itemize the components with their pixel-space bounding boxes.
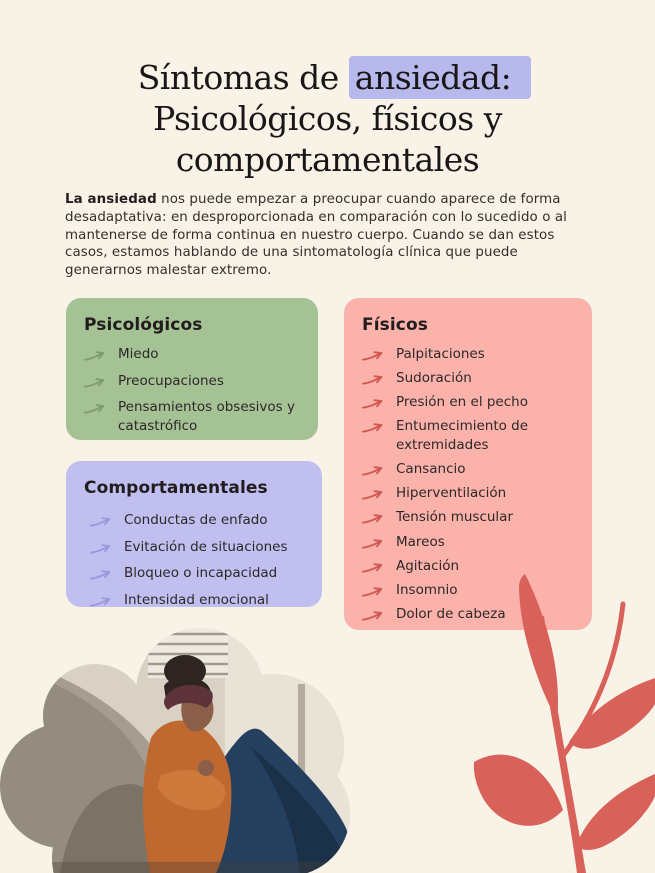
list-item-label: Palpitaciones xyxy=(396,346,485,362)
plant-leaf-left xyxy=(474,755,563,826)
card-title-physical: Físicos xyxy=(362,315,428,335)
arrow-icon xyxy=(362,397,386,410)
list-item-label: Hiperventilación xyxy=(396,485,507,502)
arrow-icon xyxy=(90,568,114,581)
list-item-label: Pensamientos obsesivos y catastrófico xyxy=(118,399,295,434)
arrow-icon xyxy=(90,542,114,555)
list-item xyxy=(360,508,576,527)
arrow-icon xyxy=(90,595,114,608)
list-item-label: Evitación de situaciones xyxy=(124,538,288,555)
arrow-icon xyxy=(90,515,114,528)
list-item-label: Bloqueo o incapacidad xyxy=(124,565,278,582)
plant-leaf-top xyxy=(519,574,558,720)
flower-masked-photo xyxy=(0,616,356,873)
list-item xyxy=(360,417,576,454)
arrow-icon xyxy=(362,464,386,477)
title-text-pre: Síntomas de xyxy=(137,58,349,97)
list-item xyxy=(360,484,576,503)
list-item-label: Mareos xyxy=(396,533,445,550)
card-title-psychological: Psicológicos xyxy=(84,315,203,335)
list-item xyxy=(88,511,306,530)
list-item xyxy=(360,533,576,552)
list-item-label: Agitación xyxy=(396,557,460,574)
behavioral-symptoms-card xyxy=(66,461,322,607)
list-item xyxy=(82,372,302,391)
arrow-icon xyxy=(362,609,386,622)
list-item xyxy=(82,345,302,364)
arrow-icon xyxy=(84,349,108,362)
psychological-list xyxy=(82,345,302,436)
arrow-icon xyxy=(362,537,386,550)
list-item-label: Preocupaciones xyxy=(118,372,224,389)
intro-bold: La ansiedad xyxy=(65,192,157,207)
psychological-symptoms-card xyxy=(66,298,318,440)
list-item-label: Insomnio xyxy=(396,581,458,598)
list-item xyxy=(360,345,576,364)
plant-leaf-right-upper xyxy=(569,678,655,749)
list-item-label: Entumecimiento de extremidades xyxy=(396,418,529,453)
arrow-icon xyxy=(362,349,386,362)
list-item-label: Conductas de enfado xyxy=(124,512,268,528)
arrow-icon xyxy=(362,488,386,501)
behavioral-list xyxy=(82,511,306,610)
list-item-label: Miedo xyxy=(118,346,159,362)
title-line2: Psicológicos, físicos y xyxy=(153,98,502,138)
title-line3: comportamentales xyxy=(175,139,480,179)
list-item xyxy=(82,398,302,435)
list-item xyxy=(360,393,576,412)
arrow-icon xyxy=(84,402,108,415)
arrow-icon xyxy=(362,585,386,598)
list-item xyxy=(88,564,306,583)
intro-paragraph xyxy=(65,191,595,280)
arrow-icon xyxy=(362,421,386,434)
person-hand xyxy=(198,760,214,776)
arrow-icon xyxy=(84,376,108,389)
title-highlight: ansiedad: xyxy=(349,56,532,99)
list-item-label: Dolor de cabeza xyxy=(396,605,506,622)
list-item xyxy=(88,591,306,610)
list-item-label: Sudoración xyxy=(396,370,472,387)
arrow-icon xyxy=(362,512,386,525)
plant-leaf-right-lower xyxy=(576,774,655,850)
arrow-icon xyxy=(362,373,386,386)
list-item xyxy=(88,538,306,557)
card-title-behavioral: Comportamentales xyxy=(84,478,268,498)
intro-text: nos puede empezar a preocupar cuando aparece de forma desadaptativa: en desproporcionada en comparación con lo sucedido o al mantenerse de forma continua en nuestro cuerpo. Cuando se dan estos casos, estamos hablando de una sintomatología clínica que puede generarnos malestar extremo. xyxy=(65,192,567,279)
list-item-label: Cansancio xyxy=(396,461,466,478)
list-item-label: Presión en el pecho xyxy=(396,394,528,411)
list-item xyxy=(360,369,576,388)
list-item xyxy=(360,460,576,479)
list-item-label: Intensidad emocional xyxy=(124,591,269,608)
photo-floor-shadow xyxy=(0,862,356,873)
arrow-icon xyxy=(362,561,386,574)
page-title xyxy=(0,58,655,181)
plant-illustration xyxy=(450,552,655,873)
list-item-label: Tensión muscular xyxy=(396,509,513,526)
